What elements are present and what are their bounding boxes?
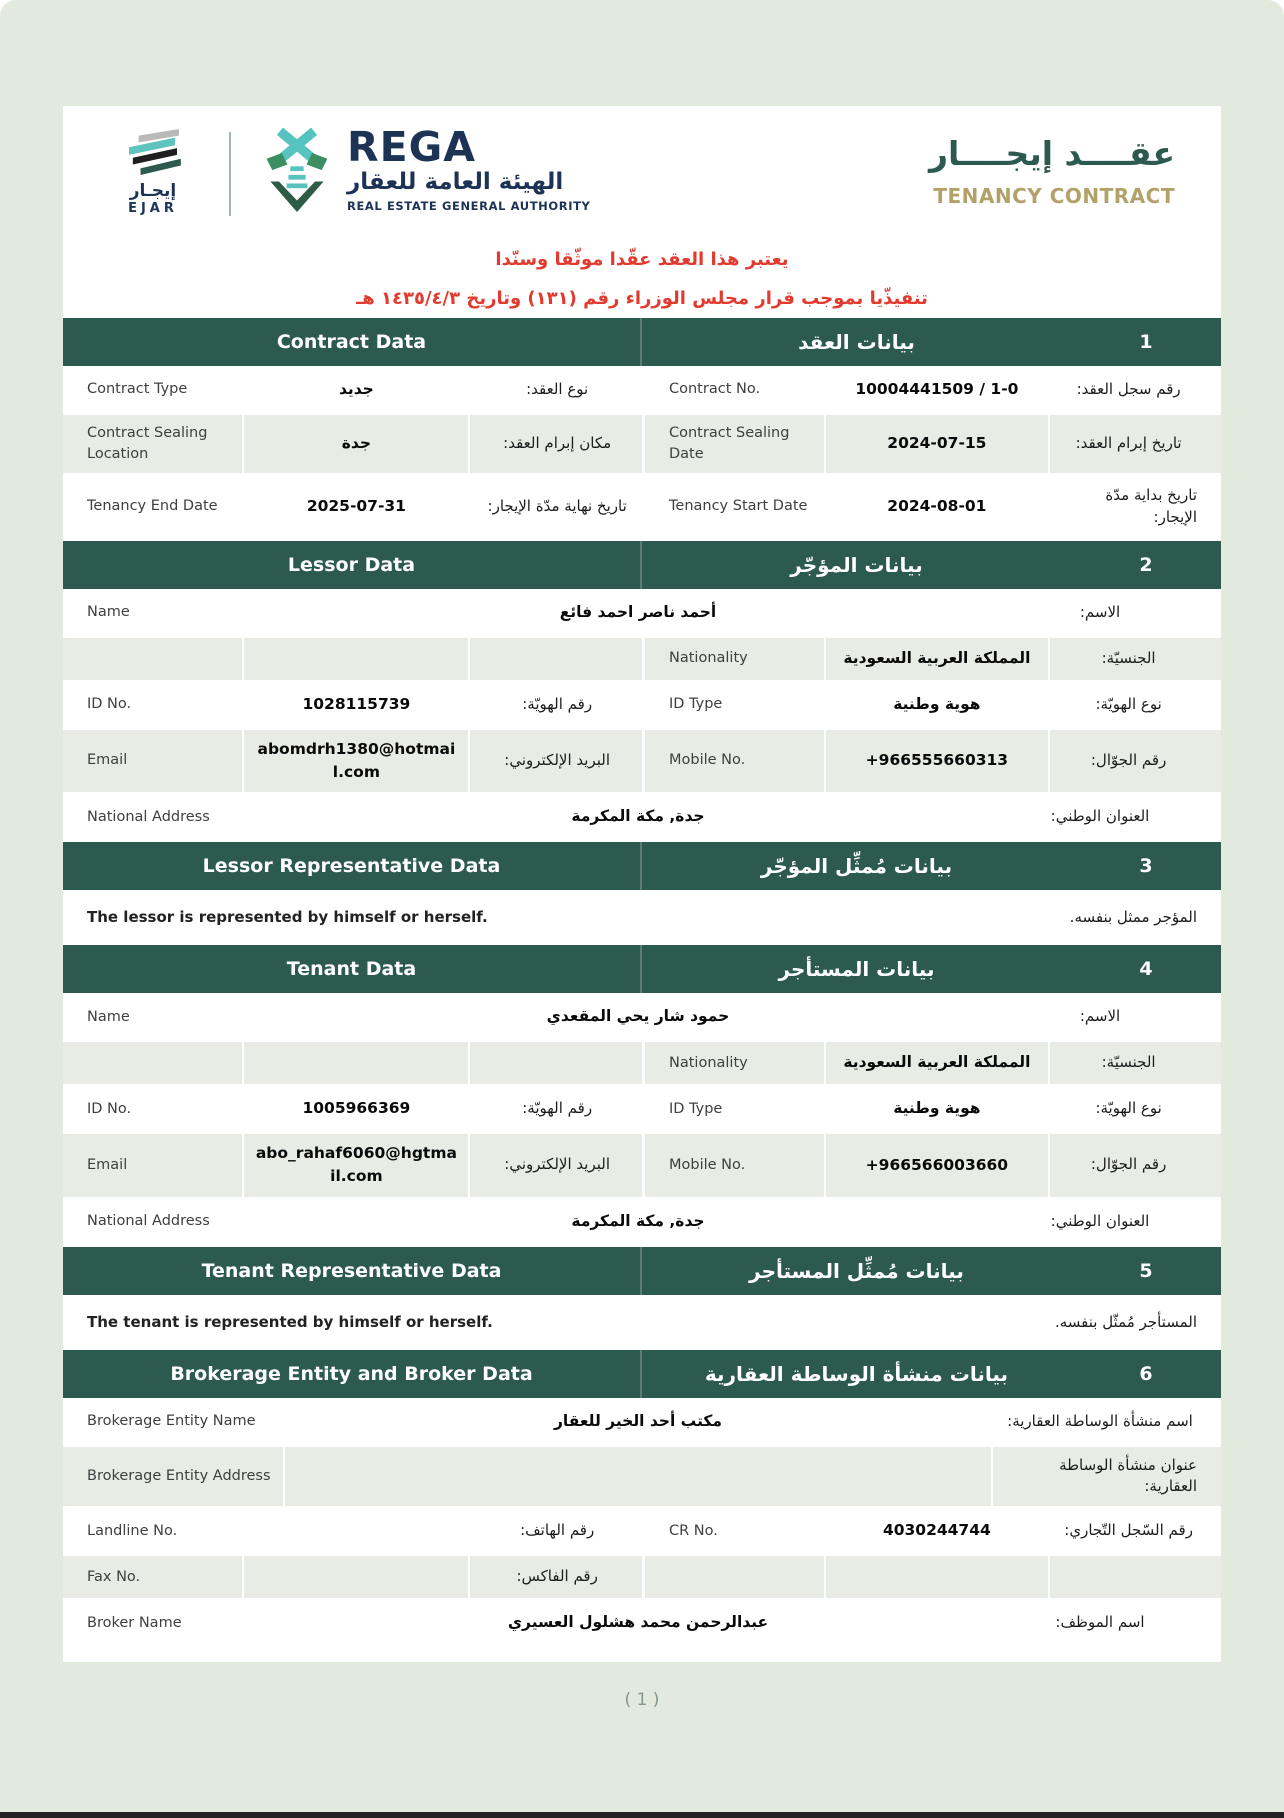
field-value: 1005966369 bbox=[242, 1088, 468, 1130]
lessor-representative-note bbox=[63, 893, 1221, 945]
field-value: 4030244744 bbox=[824, 1510, 1049, 1552]
field-value: هوية وطنية bbox=[824, 1088, 1049, 1130]
field-label-ar: البريد الإلكتروني: bbox=[468, 1134, 642, 1197]
section-header-contract-data bbox=[63, 318, 1221, 366]
field-value: المملكة العربية السعودية bbox=[824, 1042, 1049, 1084]
field-label-ar: اسم منشأة الوساطة العقارية: bbox=[991, 1401, 1221, 1443]
field-label-ar: الجنسيّة: bbox=[1048, 638, 1221, 680]
field-empty bbox=[63, 1042, 642, 1084]
field-label-en: Contract Sealing Location bbox=[87, 425, 208, 463]
field-label-ar: رقم السّجل التّجاري: bbox=[1048, 1510, 1221, 1552]
header bbox=[87, 123, 1191, 232]
rega-arabic-name: الهيئة العامة للعقار bbox=[347, 168, 564, 195]
field-label-ar: رقم الفاكس: bbox=[468, 1556, 642, 1598]
field-label-en: Name bbox=[87, 1008, 130, 1025]
field-label-ar: نوع العقد: bbox=[468, 369, 642, 411]
field-label-en: Email bbox=[87, 752, 128, 769]
section-title-ar: بيانات المستأجر bbox=[778, 957, 935, 982]
field-value: عبدالرحمن محمد هشلول العسيري bbox=[283, 1602, 991, 1644]
field-label-ar: نوع الهويّة: bbox=[1048, 684, 1221, 726]
table-row bbox=[63, 730, 1221, 797]
field-value: 10004441509 / 1-0 bbox=[824, 369, 1049, 411]
field-label-ar: الاسم: bbox=[991, 996, 1221, 1038]
field-label-en: Contract Sealing Date bbox=[669, 425, 790, 463]
field-value: جدة, مكة المكرمة bbox=[283, 1201, 991, 1243]
field-label-en: ID Type bbox=[669, 696, 723, 713]
notarization-notice bbox=[63, 240, 1221, 318]
field-label-en: Tenancy Start Date bbox=[669, 498, 808, 515]
field-label-en: ID No. bbox=[87, 696, 132, 713]
field-label-en: Contract No. bbox=[669, 381, 761, 398]
table-row bbox=[63, 684, 1221, 730]
section-title-ar: بيانات منشأة الوساطة العقارية bbox=[704, 1361, 1009, 1386]
field-value: +966566003660 bbox=[824, 1134, 1049, 1197]
ejar-logo bbox=[101, 128, 205, 216]
section-number: 4 bbox=[1139, 958, 1153, 981]
section-title-en: Tenant Data bbox=[286, 958, 417, 981]
field-tenant-email bbox=[63, 1134, 642, 1197]
field-label-ar: العنوان الوطني: bbox=[991, 1201, 1221, 1243]
field-label-ar: رقم الهاتف: bbox=[468, 1510, 642, 1552]
field-label-en: Nationality bbox=[669, 1054, 748, 1071]
contract-card bbox=[63, 106, 1221, 1662]
field-value: حمود شار يحي المقعدي bbox=[283, 996, 991, 1038]
field-tenancy-start-date bbox=[642, 477, 1221, 537]
section-title-en: Tenant Representative Data bbox=[201, 1259, 502, 1282]
table-row bbox=[63, 1556, 1221, 1602]
field-label-ar: العنوان الوطني: bbox=[991, 796, 1221, 838]
field-label-ar: البريد الإلكتروني: bbox=[468, 730, 642, 793]
field-value bbox=[242, 638, 468, 680]
field-tenancy-end-date bbox=[63, 477, 642, 537]
document-title bbox=[929, 128, 1175, 208]
table-row bbox=[63, 1134, 1221, 1201]
notice-line-2: تنفيذّيا بموجب قرار مجلس الوزراء رقم (١٣١) وتاريخ ١٤٣٥/٤/٣ هـ bbox=[356, 288, 928, 309]
section-title-ar: بيانات مُمثِّل المؤجّر bbox=[760, 854, 953, 879]
rega-latin-name: REAL ESTATE GENERAL AUTHORITY bbox=[347, 198, 591, 213]
field-value: أحمد ناصر احمد فائع bbox=[283, 592, 991, 634]
section-number: 5 bbox=[1139, 1259, 1153, 1282]
field-label-en: Mobile No. bbox=[669, 1156, 746, 1173]
ejar-stripes-icon bbox=[118, 128, 188, 176]
field-label-ar: الاسم: bbox=[991, 592, 1221, 634]
field-lessor-national-address bbox=[63, 796, 1221, 842]
field-lessor-mobile bbox=[642, 730, 1221, 793]
note-en: The tenant is represented by himself or herself. bbox=[87, 1312, 493, 1331]
field-label-ar: الجنسيّة: bbox=[1048, 1042, 1221, 1084]
field-value bbox=[242, 1556, 468, 1598]
field-label-en: Email bbox=[87, 1156, 128, 1173]
field-lessor-email bbox=[63, 730, 642, 793]
field-value: جديد bbox=[242, 369, 468, 411]
section-number: 1 bbox=[1139, 331, 1153, 353]
field-value: جدة, مكة المكرمة bbox=[283, 796, 991, 838]
table-row bbox=[63, 477, 1221, 541]
field-label-ar: تاريخ إبرام العقد: bbox=[1048, 415, 1221, 473]
field-label-en: ID Type bbox=[669, 1100, 723, 1117]
bottom-bar bbox=[0, 1812, 1284, 1818]
logo-divider bbox=[229, 132, 231, 216]
field-cr-no bbox=[642, 1510, 1221, 1552]
field-label-ar: رقم الجوّال: bbox=[1048, 730, 1221, 793]
field-value: abomdrh1380@hotmail.com bbox=[242, 730, 468, 793]
section-header-lessor-data bbox=[63, 541, 1221, 589]
field-label-ar bbox=[1048, 1556, 1221, 1598]
table-row bbox=[63, 369, 1221, 415]
ejar-logo-latin: EJAR bbox=[128, 200, 178, 216]
field-value: المملكة العربية السعودية bbox=[824, 638, 1049, 680]
table-row bbox=[63, 1088, 1221, 1134]
field-value bbox=[242, 1042, 468, 1084]
field-lessor-nationality bbox=[642, 638, 1221, 680]
section-number: 6 bbox=[1139, 1362, 1153, 1385]
section-title-en: Contract Data bbox=[276, 331, 427, 353]
field-label-ar bbox=[468, 638, 642, 680]
field-label-en: National Address bbox=[87, 1213, 210, 1230]
section-title-ar: بيانات مُمثِّل المستأجر bbox=[749, 1258, 964, 1283]
field-tenant-name bbox=[63, 996, 1221, 1042]
field-label-en: Nationality bbox=[669, 650, 748, 667]
field-label-ar: تاريخ نهاية مدّة الإيجار: bbox=[468, 477, 642, 537]
field-label-ar: اسم الموظف: bbox=[991, 1602, 1221, 1644]
field-tenant-id-type bbox=[642, 1088, 1221, 1130]
table-row bbox=[63, 1510, 1221, 1556]
field-label-en: Name bbox=[87, 604, 130, 621]
field-label-ar: رقم الهويّة: bbox=[468, 684, 642, 726]
table-row bbox=[63, 415, 1221, 477]
field-brokerage-entity-name bbox=[63, 1401, 1221, 1447]
page-number: ( 1 ) bbox=[624, 1690, 660, 1711]
note-ar: المستأجر مُمثّل بنفسه. bbox=[1054, 1312, 1197, 1331]
field-broker-name bbox=[63, 1602, 1221, 1648]
field-label-en: ID No. bbox=[87, 1100, 132, 1117]
field-label-ar: مكان إبرام العقد: bbox=[468, 415, 642, 473]
rega-logo bbox=[259, 123, 591, 218]
field-empty bbox=[63, 638, 642, 680]
note-ar: المؤجر ممثل بنفسه. bbox=[1069, 908, 1197, 927]
field-label-en: Fax No. bbox=[87, 1568, 141, 1585]
field-label-en: Contract Type bbox=[87, 381, 188, 398]
field-label-en: National Address bbox=[87, 808, 210, 825]
rega-wordmark: REGA bbox=[347, 123, 476, 171]
section-header-tenant-data bbox=[63, 945, 1221, 993]
section-header-brokerage bbox=[63, 1350, 1221, 1398]
field-value: 2025-07-31 bbox=[242, 477, 468, 537]
field-label-ar bbox=[468, 1042, 642, 1084]
field-label-en bbox=[645, 1569, 824, 1585]
rega-palm-icon bbox=[259, 128, 335, 218]
field-value bbox=[824, 1556, 1049, 1598]
section-title-en: Brokerage Entity and Broker Data bbox=[170, 1362, 533, 1385]
field-contract-type bbox=[63, 369, 642, 411]
field-contract-sealing-date bbox=[642, 415, 1221, 473]
field-label-en: Mobile No. bbox=[669, 752, 746, 769]
section-title-ar: بيانات المؤجّر bbox=[790, 552, 923, 577]
table-row bbox=[63, 638, 1221, 684]
section-title-en: Lessor Data bbox=[287, 553, 416, 576]
field-lessor-id-type bbox=[642, 684, 1221, 726]
field-contract-sealing-location bbox=[63, 415, 642, 473]
section-title-ar: بيانات العقد bbox=[798, 330, 915, 354]
section-number: 2 bbox=[1139, 553, 1153, 576]
field-tenant-id-no bbox=[63, 1088, 642, 1130]
field-lessor-name bbox=[63, 592, 1221, 638]
field-label-ar: رقم الجوّال: bbox=[1048, 1134, 1221, 1197]
rega-logo-text bbox=[347, 123, 591, 213]
field-label-ar: رقم سجل العقد: bbox=[1048, 369, 1221, 411]
section-header-lessor-representative bbox=[63, 842, 1221, 890]
field-value: 1028115739 bbox=[242, 684, 468, 726]
field-label-en: Broker Name bbox=[87, 1614, 182, 1631]
field-value: 2024-08-01 bbox=[824, 477, 1049, 537]
field-label-en: Brokerage Entity Name bbox=[87, 1413, 256, 1430]
field-landline-no bbox=[63, 1510, 642, 1552]
section-number: 3 bbox=[1139, 855, 1153, 878]
field-label-en bbox=[63, 651, 242, 667]
section-header-tenant-representative bbox=[63, 1247, 1221, 1295]
field-label-en: Brokerage Entity Address bbox=[87, 1467, 271, 1484]
field-brokerage-entity-address bbox=[63, 1447, 1221, 1511]
field-label-ar: تاريخ بداية مدّة الإيجار: bbox=[1048, 477, 1221, 537]
field-tenant-national-address bbox=[63, 1201, 1221, 1247]
table-row bbox=[63, 1042, 1221, 1088]
field-label-ar: رقم الهويّة: bbox=[468, 1088, 642, 1130]
field-value: 2024-07-15 bbox=[824, 415, 1049, 473]
notice-line-1: يعتبر هذا العقد عقّدا موثّقا وسنّدا bbox=[495, 249, 789, 270]
section-title-en: Lessor Representative Data bbox=[202, 855, 501, 878]
tenant-representative-note bbox=[63, 1298, 1221, 1350]
field-fax-no bbox=[63, 1556, 642, 1598]
ejar-logo-arabic: إيجـار bbox=[129, 181, 177, 201]
field-label-en: Tenancy End Date bbox=[87, 498, 218, 515]
document-title-english: TENANCY CONTRACT bbox=[933, 184, 1175, 209]
field-lessor-id-no bbox=[63, 684, 642, 726]
field-value: +966555660313 bbox=[824, 730, 1049, 793]
note-en: The lessor is represented by himself or herself. bbox=[87, 908, 488, 927]
field-value: abo_rahaf6060@hgtmail.com bbox=[242, 1134, 468, 1197]
field-label-en: CR No. bbox=[669, 1522, 718, 1539]
document-title-arabic: عقــــد إيجــــار bbox=[929, 134, 1175, 173]
field-label-en: Landline No. bbox=[87, 1522, 178, 1539]
field-value: هوية وطنية bbox=[824, 684, 1049, 726]
field-empty bbox=[642, 1556, 1221, 1598]
field-tenant-nationality bbox=[642, 1042, 1221, 1084]
field-value: مكتب أحد الخير للعقار bbox=[283, 1401, 991, 1443]
field-value bbox=[283, 1447, 991, 1507]
field-value bbox=[242, 1510, 468, 1552]
field-contract-no bbox=[642, 369, 1221, 411]
field-value: جدة bbox=[242, 415, 468, 473]
field-label-ar: عنوان منشأة الوساطة العقارية: bbox=[991, 1447, 1221, 1507]
field-tenant-mobile bbox=[642, 1134, 1221, 1197]
field-label-ar: نوع الهويّة: bbox=[1048, 1088, 1221, 1130]
field-label-en bbox=[63, 1055, 242, 1071]
